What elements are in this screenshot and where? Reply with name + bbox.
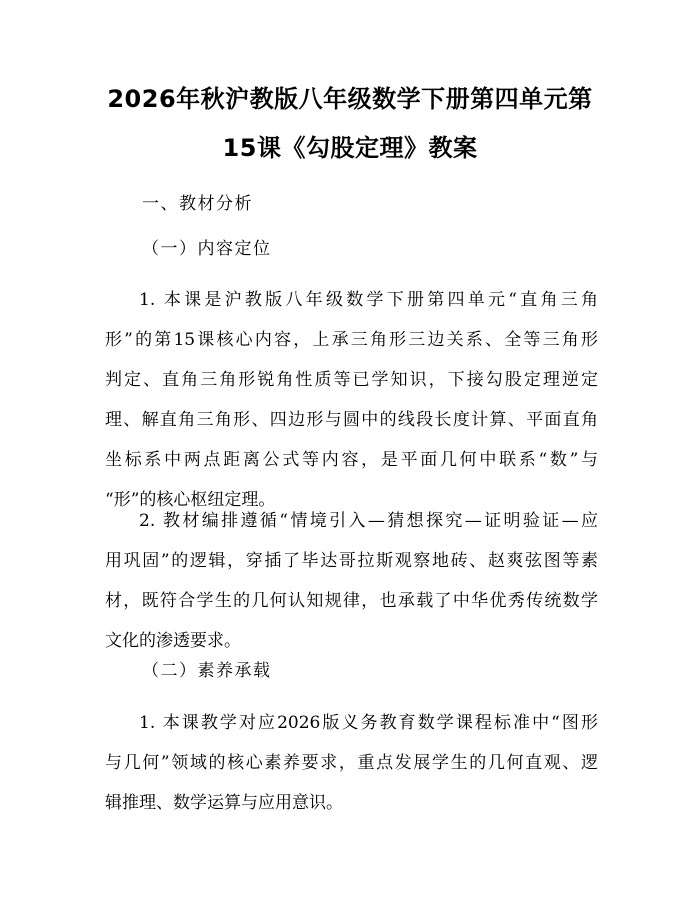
paragraph-line: 1. 本课教学对应2026版义务教育数学课程标准中“图形 [139, 713, 598, 733]
paragraph-content-positioning-1 [105, 280, 598, 520]
paragraph-line: 理、解直角三角形、四边形与圆中的线段长度计算、平面直角 [105, 410, 598, 430]
section-heading-textbook-analysis: 一、教材分析 [142, 194, 253, 214]
paragraph-line: 1. 本课是沪教版八年级数学下册第四单元“直角三角 [139, 290, 598, 310]
paragraph-line: 材，既符合学生的几何认知规律，也承载了中华优秀传统数学 [105, 591, 598, 611]
paragraph-line: 用巩固”的逻辑，穿插了毕达哥拉斯观察地砖、赵爽弦图等素 [105, 551, 598, 571]
paragraph-literacy-1 [105, 703, 598, 823]
paragraph-line: 文化的渗透要求。 [105, 631, 241, 651]
paragraph-content-positioning-2 [105, 501, 598, 661]
paragraph-line: 判定、直角三角形锐角性质等已学知识，下接勾股定理逆定 [105, 370, 598, 390]
subsection-heading-content-positioning: （一）内容定位 [142, 239, 272, 259]
paragraph-line: 2. 教材编排遵循“情境引入—猜想探究—证明验证—应 [139, 511, 598, 531]
subsection-heading-literacy: （二）素养承载 [142, 661, 272, 681]
document-title-line-1: 2026年秋沪教版八年级数学下册第四单元第 [107, 85, 593, 113]
paragraph-line: 与几何”领域的核心素养要求，重点发展学生的几何直观、逻 [105, 753, 598, 773]
paragraph-line: 形”的第15课核心内容，上承三角形三边关系、全等三角形 [105, 330, 598, 350]
paragraph-line: “形”的核心枢纽定理。 [105, 490, 276, 510]
document-title-line-2: 15课《勾股定理》教案 [222, 134, 478, 162]
paragraph-line: 坐标系中两点距离公式等内容，是平面几何中联系“数”与 [105, 450, 598, 470]
paragraph-line: 辑推理、数学运算与应用意识。 [105, 793, 343, 813]
